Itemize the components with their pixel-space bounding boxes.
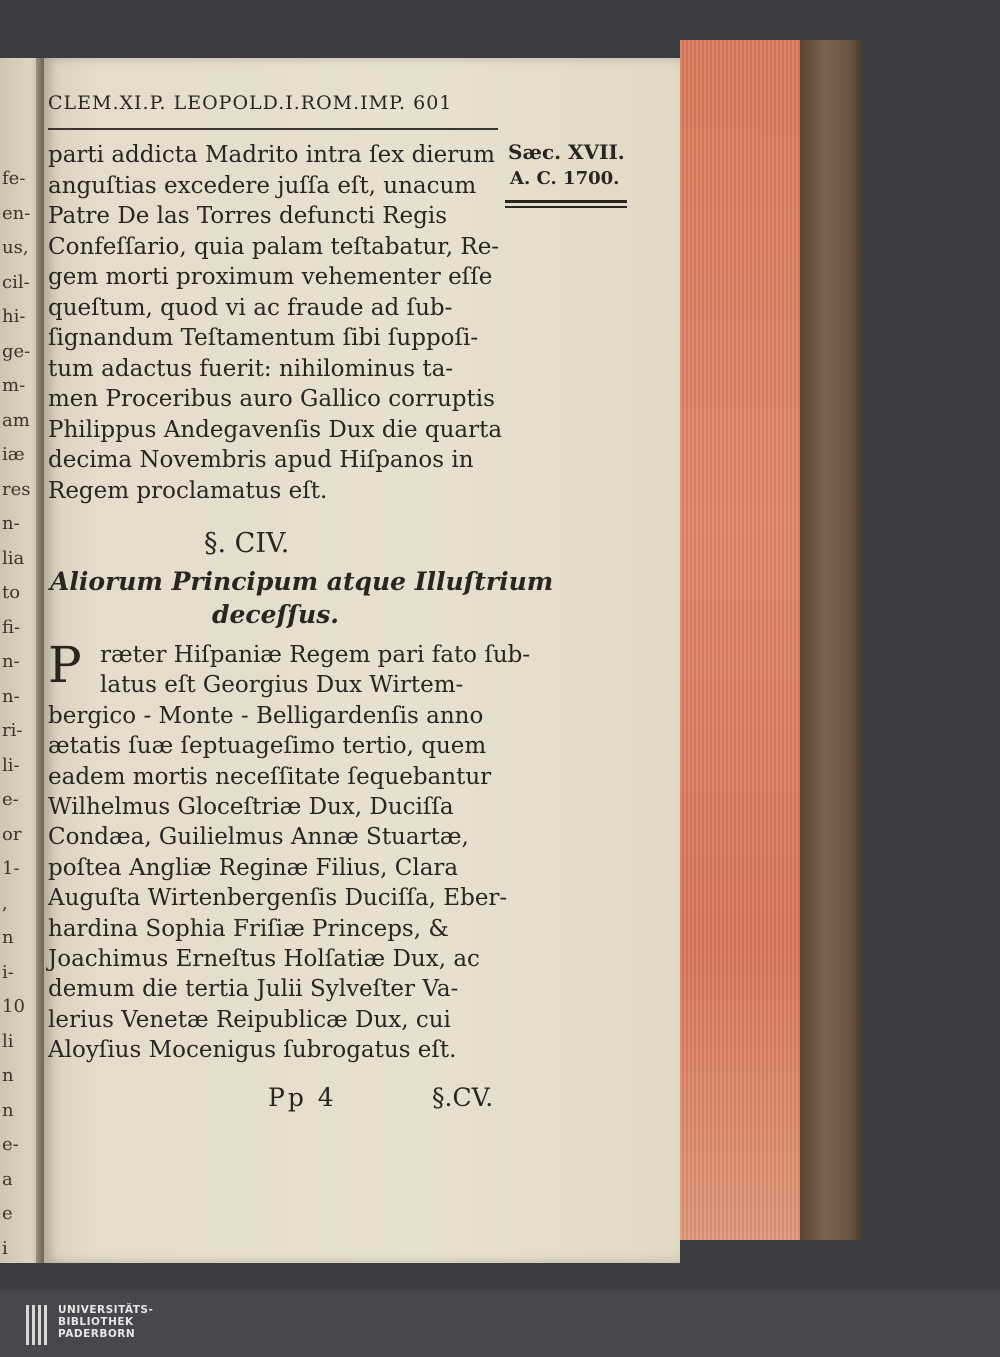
signature-mark: Pp 4 bbox=[268, 1083, 337, 1112]
left-page-fragment: res bbox=[2, 478, 31, 500]
left-page-fragment: li- bbox=[2, 754, 20, 776]
text-line: Aloyſius Mocenigus ſubrogatus eſt. bbox=[48, 1037, 457, 1064]
text-line: decima Novembris apud Hiſpanos in bbox=[48, 447, 474, 473]
text-line: parti addicta Madrito intra ſex dierum bbox=[48, 142, 495, 168]
section-heading-line: Aliorum Principum atque Illuſtrium bbox=[50, 567, 554, 596]
left-page-fragment: ge- bbox=[2, 340, 31, 362]
text-line: queſtum, quod vi ac fraude ad ſub- bbox=[48, 294, 453, 321]
running-head: CLEM.XI.P. LEOPOLD.I.ROM.IMP. 601 bbox=[48, 92, 453, 114]
left-page-fragment: li bbox=[2, 1030, 14, 1052]
header-rule bbox=[48, 128, 498, 130]
left-page-fragment: 1- bbox=[2, 858, 20, 879]
left-page-fragment: ri- bbox=[2, 720, 23, 741]
left-page-fragment: e- bbox=[2, 789, 19, 810]
logo-line: PADERBORN bbox=[58, 1328, 136, 1340]
left-page-fragment: m- bbox=[2, 375, 26, 396]
left-page-fragment: to bbox=[2, 582, 21, 603]
left-page-fragment: or bbox=[2, 823, 22, 845]
text-line: latus eſt Georgius Dux Wirtem- bbox=[100, 672, 464, 699]
book-cover-edge bbox=[800, 40, 862, 1240]
left-page-fragment: am bbox=[2, 409, 30, 431]
text-line: ætatis ſuæ ſeptuageſimo tertio, quem bbox=[48, 733, 487, 760]
text-line: men Proceribus auro Gallico corruptis bbox=[48, 386, 495, 412]
left-page-fragment: e bbox=[2, 1203, 13, 1224]
drop-cap: P bbox=[48, 636, 82, 694]
left-page-fragment: n- bbox=[2, 651, 20, 672]
text-line: poſtea Angliæ Reginæ Filius, Clara bbox=[48, 854, 459, 881]
left-page-fragment: 10 bbox=[2, 996, 25, 1017]
left-page-fragment: i- bbox=[2, 961, 14, 983]
text-line: Wilhelmus Gloceſtriæ Dux, Duciſſa bbox=[48, 794, 454, 820]
library-logo-text bbox=[58, 1304, 153, 1340]
text-line: Condæa, Guilielmus Annæ Stuartæ, bbox=[48, 824, 469, 851]
left-page-fragment: n bbox=[2, 1099, 14, 1121]
text-line: Philippus Andegavenſis Dux die quarta bbox=[48, 416, 503, 443]
section-number: §. CIV. bbox=[204, 528, 290, 559]
margin-note-saeculum: Sæc. XVII. bbox=[508, 140, 625, 164]
left-page-fragment: fi- bbox=[2, 616, 21, 638]
logo-line: UNIVERSITÄTS- bbox=[58, 1304, 154, 1316]
text-line: bergico - Monte - Belligardenſis anno bbox=[48, 702, 484, 729]
margin-rule bbox=[505, 200, 627, 203]
left-page-fragment: cil- bbox=[2, 271, 30, 293]
text-line: demum die tertia Julii Sylveſter Va- bbox=[48, 976, 459, 1003]
left-page-fragment: , bbox=[2, 892, 8, 914]
text-line: ræter Hiſpaniæ Regem pari fato ſub- bbox=[100, 642, 531, 668]
text-line: lerius Venetæ Reipublicæ Dux, cui bbox=[48, 1006, 451, 1033]
page-fore-edge bbox=[680, 40, 800, 1240]
section-heading-line: deceſſus. bbox=[212, 600, 339, 629]
text-line: Auguſta Wirtenbergenſis Duciſſa, Eber- bbox=[48, 885, 508, 912]
left-page-fragment: lia bbox=[2, 547, 25, 569]
library-logo-icon bbox=[26, 1305, 50, 1345]
left-page-fragment: a bbox=[2, 1168, 13, 1190]
left-page-fragment: n bbox=[2, 927, 14, 948]
left-page-fragment: us, bbox=[2, 237, 29, 258]
text-line: tum adactus fuerit: nihilominus ta- bbox=[48, 355, 454, 382]
text-line: hardina Sophia Friſiæ Princeps, & bbox=[48, 915, 449, 942]
text-line: gem morti proximum vehementer eſſe bbox=[48, 264, 493, 290]
catchword: §.CV. bbox=[432, 1083, 494, 1112]
logo-line: BIBLIOTHEK bbox=[58, 1316, 134, 1328]
text-line: eadem mortis neceſſitate ſequebantur bbox=[48, 763, 492, 790]
left-page-fragment: fe- bbox=[2, 168, 26, 189]
text-line: Joachimus Erneſtus Holſatiæ Dux, ac bbox=[48, 946, 480, 972]
left-page-fragment: i bbox=[2, 1237, 8, 1259]
text-line: anguſtias excedere juſſa eſt, unacum bbox=[48, 172, 477, 199]
margin-note-year: A. C. 1700. bbox=[510, 168, 620, 189]
left-page-fragment: n- bbox=[2, 685, 20, 707]
text-line: Confeſſario, quia palam teſtabatur, Re- bbox=[48, 233, 500, 260]
text-line: ſignandum Teſtamentum ſibi ſuppoſi- bbox=[48, 325, 479, 351]
left-page-fragment: hi- bbox=[2, 306, 26, 327]
left-page-fragment: e- bbox=[2, 1134, 19, 1155]
text-line: Patre De las Torres defuncti Regis bbox=[48, 203, 448, 229]
margin-rule bbox=[505, 206, 627, 208]
left-page-fragment: n bbox=[2, 1065, 14, 1086]
text-line: Regem proclamatus eſt. bbox=[48, 477, 328, 504]
left-page-fragment: en- bbox=[2, 202, 31, 224]
left-page-fragment: n- bbox=[2, 513, 20, 534]
left-page-fragment: iæ bbox=[2, 444, 25, 465]
